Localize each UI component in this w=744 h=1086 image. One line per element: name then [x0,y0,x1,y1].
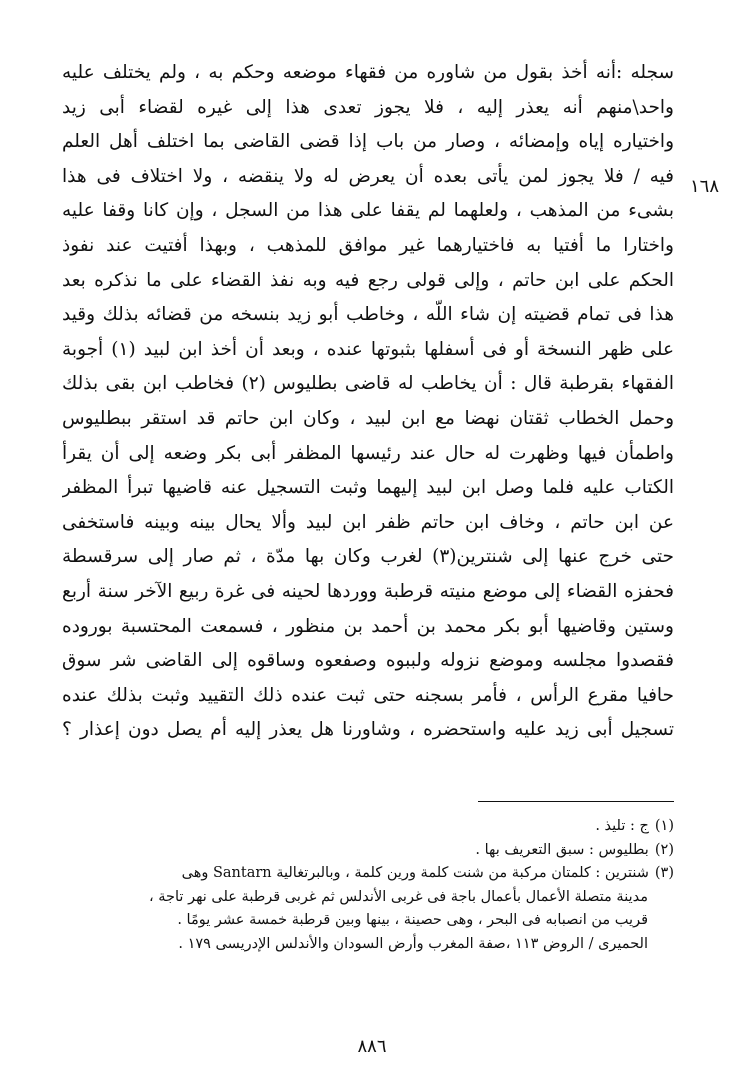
text-line: واختياره إياه وإمضائه ، وصار من باب إذا قضى القاضى بما اختلف أهل العلم [62,131,674,153]
footnote-continuation [62,886,674,910]
footnote-text: بطليوس : سبق التعريف بها . [475,841,649,858]
footnote-continuation [62,933,674,957]
text-line: وحمل الخطاب ثقتان نهضا مع ابن لبيد ، وكان ابن حاتم قد استقر ببطليوس [62,407,674,429]
footnote-number: (١) [654,818,674,834]
text-line: بشىء من المذهب ، ولعلهما لم يقفا على هذا من السجل ، وإن كانا وقفا عليه [62,200,674,222]
footnote-text: شنترين : كلمتان مركبة من شنت كلمة ورين كلمة ، وبالبرتغالية Santarn وهى [181,865,649,881]
text-line: سجله :أنه أخذ بقول من شاوره من فقهاء موضعه وحكم به ، ولم يختلف عليه [62,62,674,83]
text-line: واطمأن فيها وظهرت له حال عند رئيسها المظفر أبى بكر وضعه إلى أن يقرأ [62,442,674,464]
footnote [62,862,674,886]
footnote-text: قريب من انصبابه فى البحر ، وهى حصينة ، بينها وبين قرطبة خمسة عشر يومًا . [177,912,648,928]
main-text [62,56,674,748]
text-line: واحد\منهم أنه يعذر إليه ، فلا يجوز تعدى هذا إلى غيره لقضاء أبى زيد [62,96,674,118]
text-line: واختارا ما أفتيا به فاختيارهما غير موافق للمذهب ، وبهذا أفتيت عند نفوذ [62,234,674,256]
text-line: فقصدوا مجلسه وموضع نزوله ولببوه وصفعوه وساقوه إلى القاضى شر سوق [62,650,674,672]
text-line: وستين وقاضيها أبو بكر محمد بن أحمد بن منظور ، فسمعت المحتسبة بوروده [62,615,674,637]
text-line: الفقهاء بقرطبة قال : أن يخاطب له قاضى بطليوس (٢) فخاطب ابن بقى بذلك [62,373,674,395]
text-line: هذا فى تمام قضيته إن شاء اللّه ، وخاطب أبو زيد بنسخه من قضائه بذلك وقيد [62,304,674,326]
margin-folio-number: ١٦٨ [690,176,720,197]
footnote-number: (٣) [654,865,674,881]
footnote-text: الحميرى / الروض ١١٣ ،صفة المغرب وأرض السودان والأندلس الإدريسى ١٧٩ . [178,935,648,952]
text-line: الحكم على ابن حاتم ، وإلى قولى رجع فيه وبه نفذ القضاء على ما نذكره بعد [62,269,674,291]
footnote-number: (٢) [654,841,674,858]
footnote-text: مدينة متصلة الأعمال بأعمال باجة فى غربى الأندلس ثم غربى قرطبة على نهر تاجة ، [148,888,648,905]
footnote-separator [478,801,674,802]
text-line: على ظهر النسخة أو فى أسفلها بثبوتها عنده ، وبعد أن أخذ ابن لبيد (١) أجوبة [62,338,674,360]
footnote [62,815,674,839]
text-line: تسجيل أبى زيد عليه واستحضره ، وشاورنا هل يعذر إليه أم يصل دون إعذار ؟ [62,719,674,741]
text-line: حافيا مقرع الرأس ، فأمر بسجنه حتى ثبت عنده ذلك التقييد وثبت بذلك عنده [62,684,674,706]
text-line: حتى خرج عنها إلى شنترين(٣) لغرب وكان بها مدّة ، ثم صار إلى سرقسطة [62,546,674,568]
footnote-continuation [62,909,674,933]
footnotes [62,815,674,956]
text-line: الكتاب عليه فلما وصل ابن لبيد إليهما وثبت التسجيل عنه قاضيها تبرأ المظفر [62,477,674,499]
text-line: فحفزه القضاء إلى موضع منيته قرطبة ووردها لحينه فى غرة ربيع الآخر سنة أربع [62,580,674,602]
text-line: عن ابن حاتم ، وخاف ابن حاتم ظفر ابن لبيد وألا يحال بينه وبينه فاستخفى [62,511,674,533]
footnote-text: ج : تليذ . [595,818,649,834]
footnote [62,839,674,863]
page-number: ٨٨٦ [357,1036,387,1057]
text-line: فيه / فلا يجوز لمن يأتى بعده أن يعرض له ولا ينقضه ، ولا اختلاف فى هذا [62,165,674,187]
